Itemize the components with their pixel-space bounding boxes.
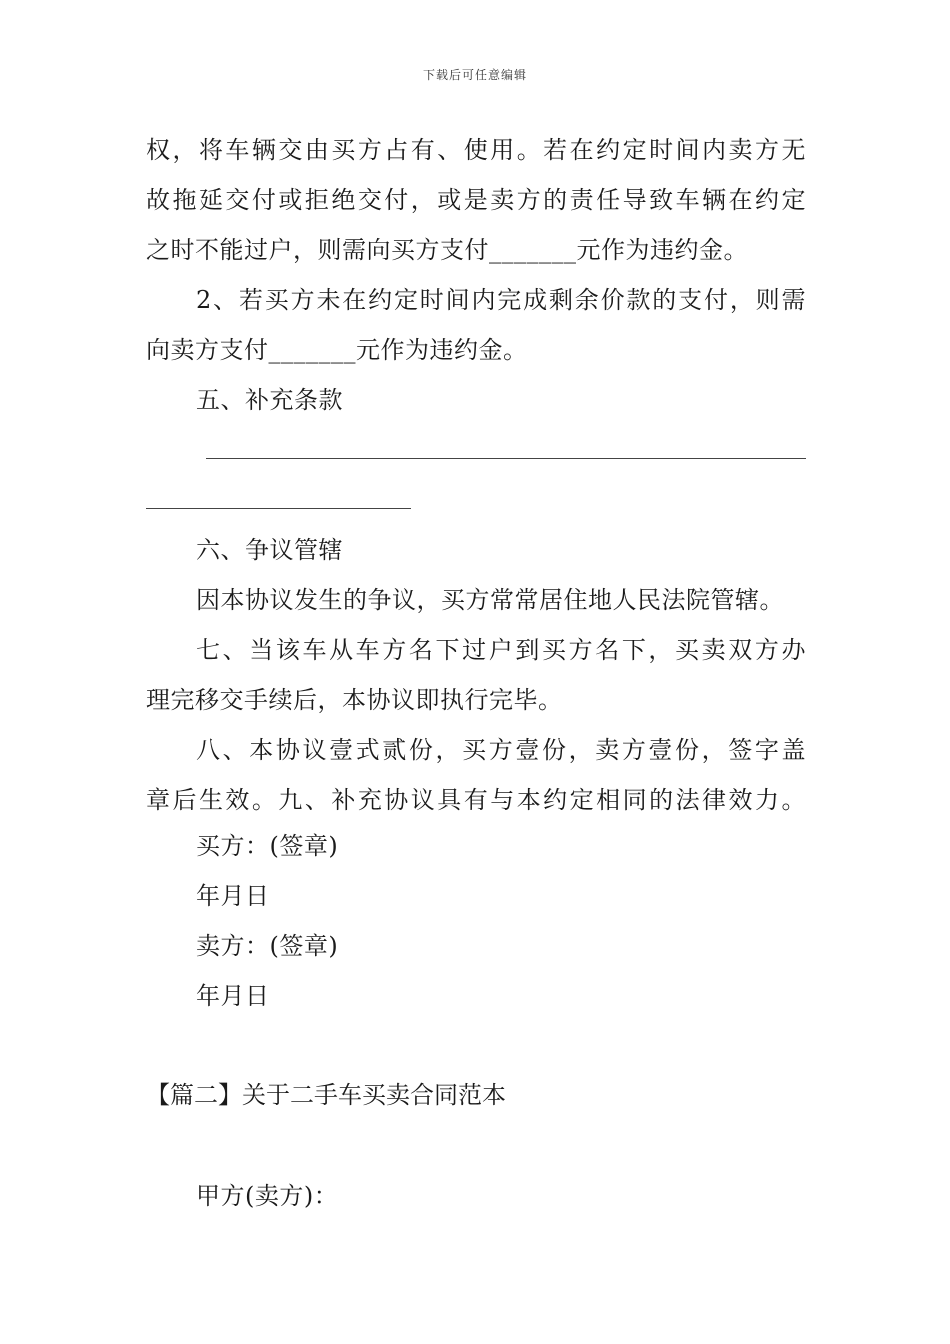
section-two-title: 【篇二】关于二手车买卖合同范本 [146,1081,506,1109]
blank-fill-line [146,508,411,509]
paragraph-line: 理完移交手续后，本协议即执行完毕。 [146,686,563,714]
paragraph-line: 权，将车辆交由买方占有、使用。若在约定时间内卖方无 [146,136,806,164]
seller-date: 年月日 [196,982,270,1010]
seller-signature: 卖方：(签章) [196,932,339,960]
paragraph-line: 因本协议发生的争议，买方常常居住地人民法院管辖。 [196,586,784,614]
buyer-date: 年月日 [196,882,270,910]
paragraph-line: 章后生效。九、补充协议具有与本约定相同的法律效力。 [146,786,806,814]
section-heading-supplementary: 五、补充条款 [196,386,343,414]
page-header: 下载后可任意编辑 [422,68,527,82]
paragraph-line: 2、若买方未在约定时间内完成剩余价款的支付，则需 [196,286,806,314]
paragraph-line: 七、当该车从车方名下过户到买方名下，买卖双方办 [196,636,806,664]
paragraph-line: 八、本协议壹式贰份，买方壹份，卖方壹份，签字盖 [196,736,806,764]
paragraph-line: 之时不能过户，则需向买方支付_______元作为违约金。 [146,236,748,264]
buyer-signature: 买方：(签章) [196,832,339,860]
blank-fill-line [206,458,806,459]
section-heading-dispute: 六、争议管辖 [196,536,343,564]
party-a-label: 甲方(卖方)： [196,1182,339,1210]
paragraph-line: 向卖方支付_______元作为违约金。 [146,336,528,364]
paragraph-line: 故拖延交付或拒绝交付，或是卖方的责任导致车辆在约定 [146,186,806,214]
